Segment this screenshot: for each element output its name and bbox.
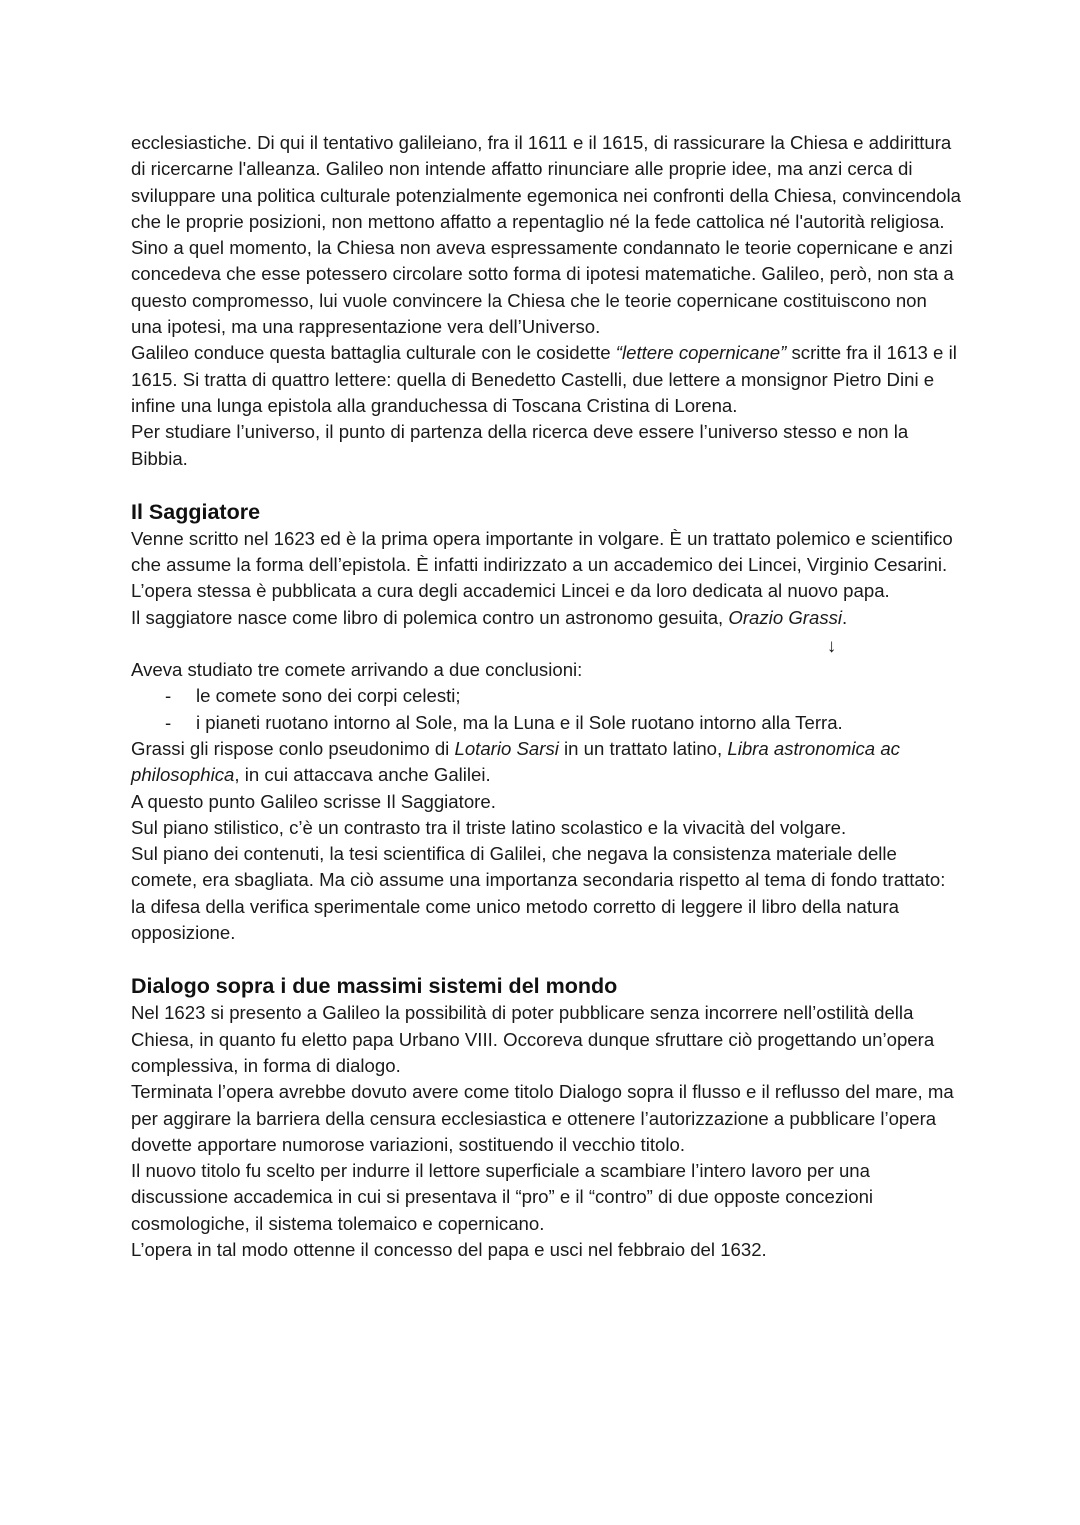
conclusions-list: [131, 683, 961, 736]
saggiatore-paragraph-4-text-b: in un trattato latino,: [558, 737, 728, 759]
saggiatore-paragraph-7: Sul piano dei contenuti, la tesi scientifica di Galilei, che negava la consistenza materiale delle comete, era sbagliata. Ma ciò assume una importanza secondaria rispetto al tema di fondo trattato: la difesa della verifica sperimentale come unico metodo corretto di leggere il libro della natura opposizione.: [131, 843, 946, 944]
saggiatore-paragraph-3: Aveva studiato tre comete arrivando a due conclusioni:: [131, 659, 583, 681]
saggiatore-heading: Il Saggiatore: [131, 499, 261, 524]
intro-paragraph-3-text-end: scritte fra il 1613 e il 1615. Si tratta di quattro lettere: quella di Benedetto Castelli, due lettere a monsignor Pietro Dini e infine una lunga epistola alla granduchessa di Toscana Cristina di Lorena.: [131, 342, 957, 416]
saggiatore-paragraph-2-text: Il saggiatore nasce come libro di polemica contro un astronomo gesuita,: [131, 606, 729, 628]
list-item-text: le comete sono dei corpi celesti;: [196, 685, 461, 707]
dash-bullet: -: [165, 711, 172, 733]
saggiatore-paragraph-5: A questo punto Galileo scrisse Il Saggiatore.: [131, 790, 496, 812]
intro-paragraph-2: Sino a quel momento, la Chiesa non aveva espressamente condannato le teorie copernicane e anzi concedeva che esse potessero circolare sotto forma di ipotesi matematiche. Galileo, però, non sta a questo compromesso, lui vuole convincere la Chiesa che le teorie copernicane costituiscono non una ipotesi, ma una rappresentazione vera dell’Universo.: [131, 237, 954, 338]
intro-paragraph-3: [131, 340, 961, 419]
dialogo-paragraph-3: Il nuovo titolo fu scelto per indurre il lettore superficiale a scambiare l’intero lavoro per una discussione accademica in cui si presentava il “pro” e il “contro” di due opposte concezioni cosmologiche, il sistema tolemaico e copernicano.: [131, 1160, 874, 1234]
dialogo-heading: Dialogo sopra i due massimi sistemi del mondo: [131, 974, 618, 999]
intro-paragraph-1: ecclesiastiche. Di qui il tentativo galileiano, fra il 1611 e il 1615, di rassicurare la Chiesa e addirittura di ricercarne l'alleanza. Galileo non intende affatto rinunciare alle proprie idee, ma anzi cerca di sviluppare una politica culturale potenzialmente egemonica nei confronti della Chiesa, convincendola che le proprie posizioni, non mettono affatto a repentaglio né la fede cattolica né l'autorità religiosa.: [131, 132, 962, 232]
saggiatore-paragraph-1: Venne scritto nel 1623 ed è la prima opera importante in volgare. È un trattato polemico e scientifico che assume la forma dell’epistola. È infatti indirizzato a un accademico dei Lincei, Virginio Cesarini. L’opera stessa è pubblicata a cura degli accademici Lincei e da loro dedicata al nuovo papa.: [131, 527, 953, 602]
list-item: [131, 683, 961, 709]
saggiatore-paragraph-4-text-c: , in cui attaccava anche Galilei.: [234, 764, 491, 786]
document-page: [131, 130, 961, 1263]
dash-bullet: -: [165, 685, 172, 707]
libra-astronomica-emphasis: Libra astronomica ac philosophica: [131, 737, 900, 786]
section-spacer: [131, 472, 961, 498]
dialogo-paragraph-1: Nel 1623 si presento a Galileo la possibilità di poter pubblicare senza incorrere nell’ostilità della Chiesa, in quanto fu eletto papa Urbano VIII. Occoreva dunque sfruttare ciò progettando un’opera complessiva, in forma di dialogo.: [131, 1002, 935, 1076]
lettere-copernicane-emphasis: “lettere copernicane”: [615, 342, 787, 364]
orazio-grassi-emphasis: Orazio Grassi: [728, 606, 843, 628]
list-item-text: i pianeti ruotano intorno al Sole, ma la Luna e il Sole ruotano intorno alla Terra.: [196, 711, 843, 733]
list-item: [131, 710, 961, 736]
intro-paragraph-4: Per studiare l’universo, il punto di partenza della ricerca deve essere l’universo stesso e non la Bibbia.: [131, 421, 909, 469]
saggiatore-paragraph-6: Sul piano stilistico, c’è un contrasto tra il triste latino scolastico e la vivacità del volgare.: [131, 816, 847, 838]
dialogo-paragraph-2: Terminata l’opera avrebbe dovuto avere come titolo Dialogo sopra il flusso e il reflusso del mare, ma per aggirare la barriera della censura ecclesiastica e ottenere l’autorizzazione a pubblicare l’opera dovette apportare numorose variazioni, sostituendo il vecchio titolo.: [131, 1081, 954, 1155]
section-spacer: [131, 946, 961, 972]
saggiatore-paragraph-4: [131, 736, 961, 789]
dialogo-paragraph-4: L’opera in tal modo ottenne il concesso del papa e usci nel febbraio del 1632.: [131, 1238, 767, 1260]
lotario-sarsi-emphasis: Lotario Sarsi: [454, 737, 559, 759]
saggiatore-paragraph-2: [131, 605, 961, 631]
saggiatore-paragraph-2-end: .: [842, 606, 848, 628]
intro-paragraph-3-text: Galileo conduce questa battaglia culturale con le cosidette: [131, 342, 616, 364]
saggiatore-paragraph-4-text-a: Grassi gli rispose conlo pseudonimo di: [131, 737, 455, 759]
down-arrow-icon: ↓: [827, 635, 837, 657]
